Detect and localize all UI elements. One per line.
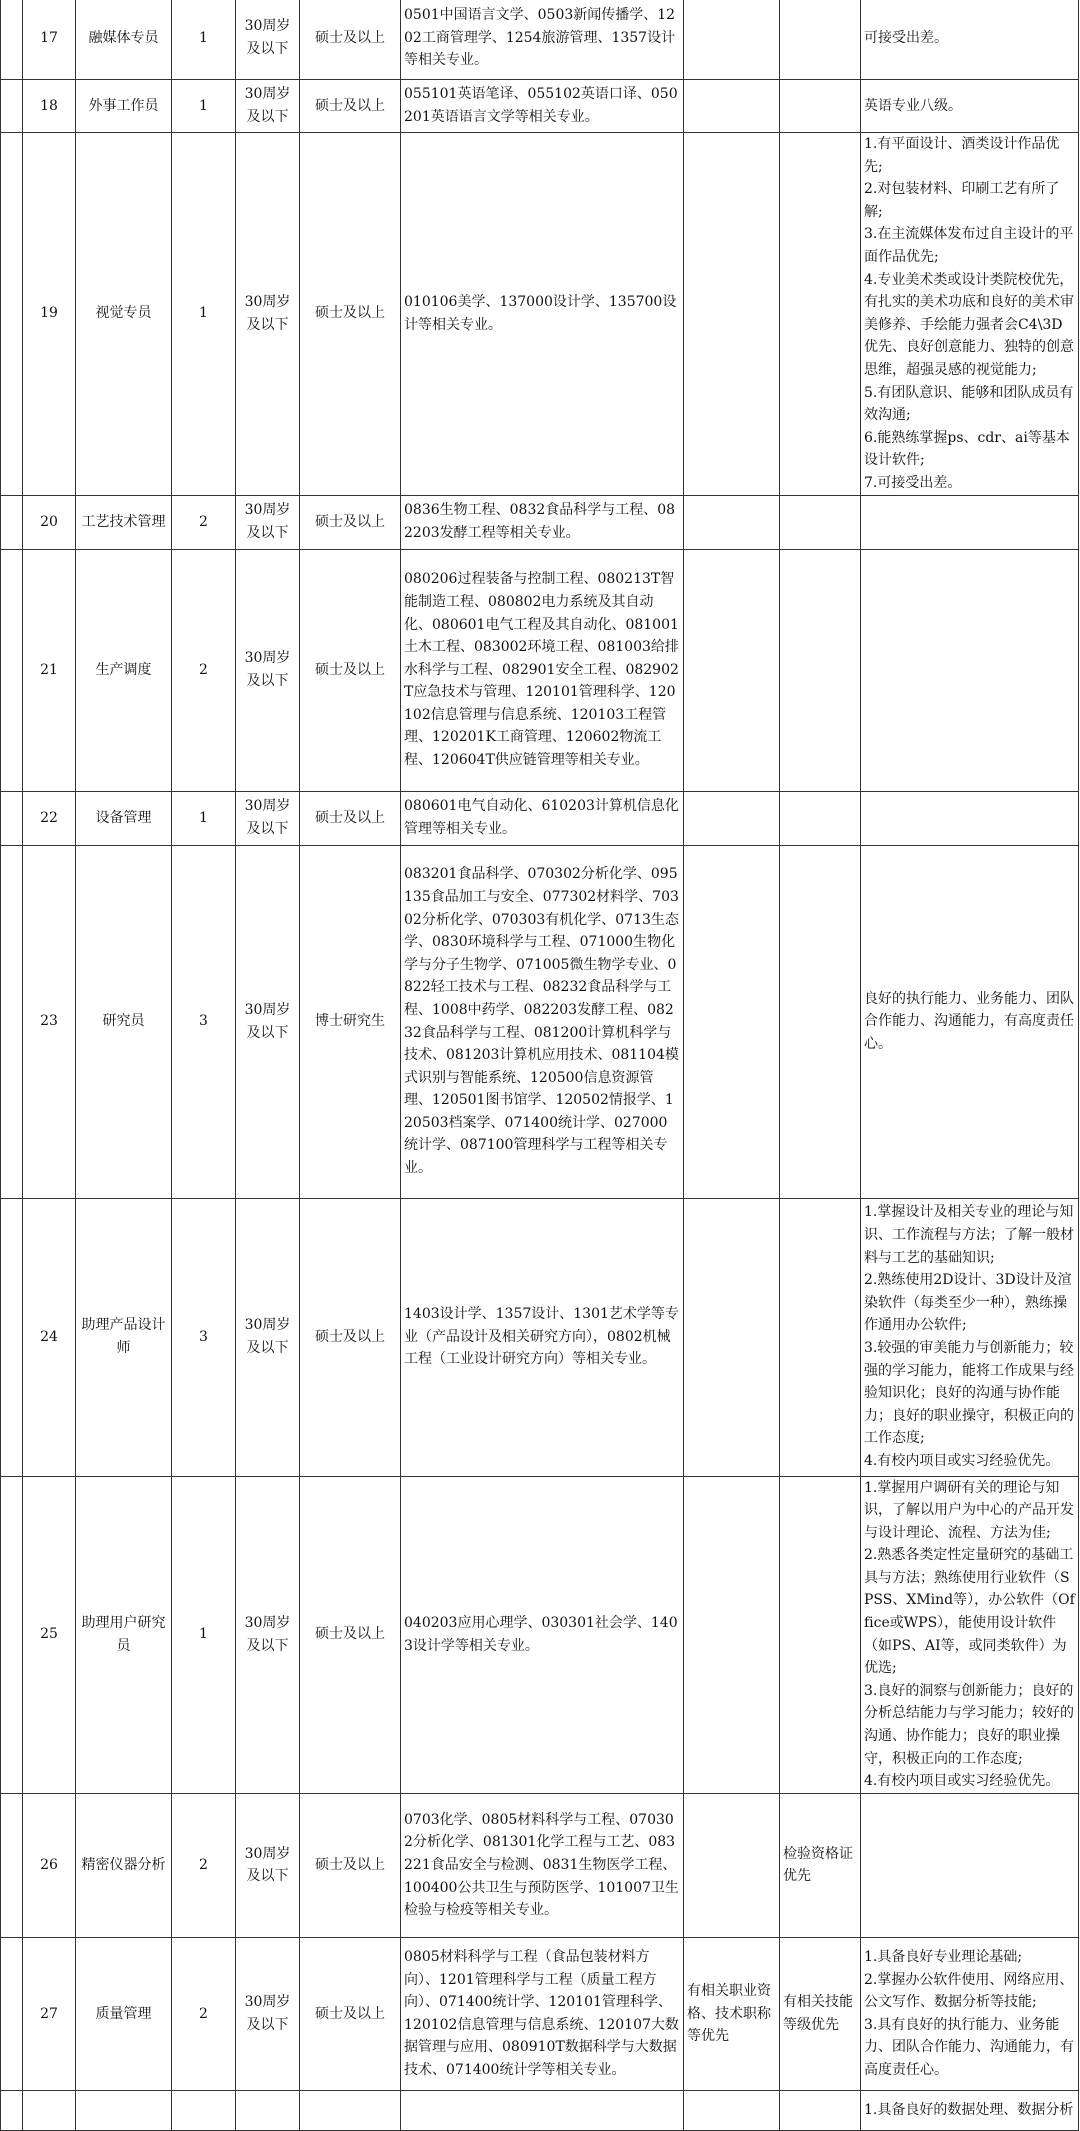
skill-requirement: [780, 495, 861, 549]
skill-requirement: [780, 1476, 861, 1793]
row-number: 22: [23, 791, 76, 845]
age-requirement: 30周岁及以下: [236, 133, 300, 496]
skill-requirement: [780, 2090, 861, 2130]
table-row: [1, 791, 1079, 845]
table-row: [1, 0, 1079, 80]
headcount: 1: [172, 80, 236, 133]
degree-requirement: 硕士及以上: [300, 1793, 401, 1937]
row-number: [23, 2090, 76, 2130]
qualification-requirement: [684, 1476, 780, 1793]
age-requirement: 30周岁及以下: [236, 1937, 300, 2090]
age-requirement: 30周岁及以下: [236, 1793, 300, 1937]
headcount: 2: [172, 549, 236, 791]
table-row: [1, 133, 1079, 496]
skill-requirement: 检验资格证优先: [780, 1793, 861, 1937]
qualification-requirement: [684, 495, 780, 549]
row-number: 21: [23, 549, 76, 791]
degree-requirement: [300, 2090, 401, 2130]
age-requirement: 30周岁及以下: [236, 1198, 300, 1476]
other-requirement: [861, 791, 1079, 845]
major-requirement: 055101英语笔译、055102英语口译、050201英语语言文学等相关专业。: [401, 80, 684, 133]
position-name: 精密仪器分析: [76, 1793, 172, 1937]
headcount: 1: [172, 0, 236, 80]
qualification-requirement: [684, 1793, 780, 1937]
headcount: 3: [172, 1198, 236, 1476]
qualification-requirement: [684, 2090, 780, 2130]
blank-cell: [1, 80, 23, 133]
other-requirement: 1.掌握设计及相关专业的理论与知识、工作流程与方法；了解一般材料与工艺的基础知识; 2.熟练使用2D设计、3D设计及渲染软件（每类至少一种），熟练操作通用办公软件; 3.较强的审美能力与创新能力；较强的学习能力，能将工作成果与经验知识化；良好的沟通与协作能力；良好的职业操守，积极正向的工作态度; 4.有校内项目或实习经验优先。: [861, 1198, 1079, 1476]
age-requirement: 30周岁及以下: [236, 80, 300, 133]
skill-requirement: [780, 845, 861, 1198]
blank-cell: [1, 549, 23, 791]
other-requirement: [861, 1793, 1079, 1937]
headcount: 2: [172, 495, 236, 549]
degree-requirement: 硕士及以上: [300, 1198, 401, 1476]
skill-requirement: [780, 80, 861, 133]
degree-requirement: 博士研究生: [300, 845, 401, 1198]
blank-cell: [1, 1793, 23, 1937]
age-requirement: 30周岁及以下: [236, 791, 300, 845]
position-name: 助理用户研究员: [76, 1476, 172, 1793]
age-requirement: 30周岁及以下: [236, 0, 300, 80]
table-row: [1, 1937, 1079, 2090]
blank-cell: [1, 2090, 23, 2130]
qualification-requirement: [684, 133, 780, 496]
position-name: 研究员: [76, 845, 172, 1198]
position-name: 外事工作员: [76, 80, 172, 133]
qualification-requirement: [684, 549, 780, 791]
major-requirement: [401, 2090, 684, 2130]
age-requirement: 30周岁及以下: [236, 845, 300, 1198]
major-requirement: 0501中国语言文学、0503新闻传播学、1202工商管理学、1254旅游管理、1357设计等相关专业。: [401, 0, 684, 80]
table-row: [1, 495, 1079, 549]
table-row: [1, 1476, 1079, 1793]
qualification-requirement: [684, 1198, 780, 1476]
row-number: 24: [23, 1198, 76, 1476]
row-number: 18: [23, 80, 76, 133]
blank-cell: [1, 1198, 23, 1476]
row-number: 19: [23, 133, 76, 496]
degree-requirement: 硕士及以上: [300, 1937, 401, 2090]
degree-requirement: 硕士及以上: [300, 133, 401, 496]
degree-requirement: 硕士及以上: [300, 0, 401, 80]
degree-requirement: 硕士及以上: [300, 791, 401, 845]
headcount: 1: [172, 1476, 236, 1793]
position-name: [76, 2090, 172, 2130]
headcount: 2: [172, 1937, 236, 2090]
row-number: 17: [23, 0, 76, 80]
degree-requirement: 硕士及以上: [300, 80, 401, 133]
skill-requirement: [780, 791, 861, 845]
headcount: 3: [172, 845, 236, 1198]
table-row: [1, 80, 1079, 133]
position-name: 融媒体专员: [76, 0, 172, 80]
table-row: [1, 1198, 1079, 1476]
position-name: 质量管理: [76, 1937, 172, 2090]
major-requirement: 040203应用心理学、030301社会学、1403设计学等相关专业。: [401, 1476, 684, 1793]
major-requirement: 1403设计学、1357设计、1301艺术学等专业（产品设计及相关研究方向），0802机械工程（工业设计研究方向）等相关专业。: [401, 1198, 684, 1476]
major-requirement: 010106美学、137000设计学、135700设计等相关专业。: [401, 133, 684, 496]
major-requirement: 080601电气自动化、610203计算机信息化管理等相关专业。: [401, 791, 684, 845]
headcount: 1: [172, 791, 236, 845]
row-number: 25: [23, 1476, 76, 1793]
other-requirement: 英语专业八级。: [861, 80, 1079, 133]
blank-cell: [1, 791, 23, 845]
age-requirement: 30周岁及以下: [236, 1476, 300, 1793]
qualification-requirement: [684, 0, 780, 80]
degree-requirement: 硕士及以上: [300, 1476, 401, 1793]
row-number: 27: [23, 1937, 76, 2090]
position-name: 视觉专员: [76, 133, 172, 496]
table-row: [1, 1793, 1079, 1937]
other-requirement: [861, 549, 1079, 791]
headcount: 2: [172, 1793, 236, 1937]
table-row: [1, 845, 1079, 1198]
position-name: 助理产品设计师: [76, 1198, 172, 1476]
row-number: 26: [23, 1793, 76, 1937]
other-requirement: [861, 495, 1079, 549]
row-number: 23: [23, 845, 76, 1198]
major-requirement: 0836生物工程、0832食品科学与工程、082203发酵工程等相关专业。: [401, 495, 684, 549]
skill-requirement: 有相关技能等级优先: [780, 1937, 861, 2090]
qualification-requirement: [684, 791, 780, 845]
table-row: [1, 2090, 1079, 2130]
qualification-requirement: [684, 80, 780, 133]
blank-cell: [1, 0, 23, 80]
blank-cell: [1, 133, 23, 496]
skill-requirement: [780, 0, 861, 80]
major-requirement: 0703化学、0805材料科学与工程、070302分析化学、081301化学工程与工艺、083221食品安全与检测、0831生物医学工程、100400公共卫生与预防医学、101007卫生检验与检疫等相关专业。: [401, 1793, 684, 1937]
qualification-requirement: [684, 845, 780, 1198]
blank-cell: [1, 1476, 23, 1793]
position-name: 设备管理: [76, 791, 172, 845]
degree-requirement: 硕士及以上: [300, 495, 401, 549]
skill-requirement: [780, 549, 861, 791]
qualification-requirement: 有相关职业资格、技术职称等优先: [684, 1937, 780, 2090]
major-requirement: 0805材料科学与工程（食品包装材料方向）、1201管理科学与工程（质量工程方向）、071400统计学、120101管理科学、120102信息管理与信息系统、120107大数据管理与应用、080910T数据科学与大数据技术、071400统计学等相关专业。: [401, 1937, 684, 2090]
blank-cell: [1, 1937, 23, 2090]
other-requirement: 1.掌握用户调研有关的理论与知识，了解以用户为中心的产品开发与设计理论、流程、方法为佳; 2.熟悉各类定性定量研究的基础工具与方法；熟练使用行业软件（SPSS、XMind等），办公软件（Office或WPS），能使用设计软件（如PS、AI等，或同类软件）为优选; 3.良好的洞察与创新能力；良好的分析总结能力与学习能力；较好的沟通、协作能力；良好的职业操守，积极正向的工作态度; 4.有校内项目或实习经验优先。: [861, 1476, 1079, 1793]
age-requirement: [236, 2090, 300, 2130]
blank-cell: [1, 495, 23, 549]
major-requirement: 080206过程装备与控制工程、080213T智能制造工程、080802电力系统及其自动化、080601电气工程及其自动化、081001土木工程、083002环境工程、081003给排水科学与工程、082901安全工程、082902T应急技术与管理、120101管理科学、120102信息管理与信息系统、120103工程管理、120201K工商管理、120602物流工程、120604T供应链管理等相关专业。: [401, 549, 684, 791]
headcount: 1: [172, 133, 236, 496]
blank-cell: [1, 845, 23, 1198]
degree-requirement: 硕士及以上: [300, 549, 401, 791]
headcount: [172, 2090, 236, 2130]
age-requirement: 30周岁及以下: [236, 549, 300, 791]
major-requirement: 083201食品科学、070302分析化学、095135食品加工与安全、077302材料学、70302分析化学、070303有机化学、0713生态学、0830环境科学与工程、071000生物化学与分子生物学、071005微生物学专业、0822轻工技术与工程、08232食品科学与工程、1008中药学、082203发酵工程、08232食品科学与工程、081200计算机科学与技术、081203计算机应用技术、081104模式识别与智能系统、120500信息资源管理、120501图书馆学、120502情报学、120503档案学、071400统计学、027000统计学、087100管理科学与工程等相关专业。: [401, 845, 684, 1198]
age-requirement: 30周岁及以下: [236, 495, 300, 549]
other-requirement: 1.有平面设计、酒类设计作品优先; 2.对包装材料、印刷工艺有所了解; 3.在主流媒体发布过自主设计的平面作品优先; 4.专业美术类或设计类院校优先，有扎实的美术功底和良好的美术审美修养、手绘能力强者会C4\3D优先、良好创意能力、独特的创意思维，超强灵感的视觉能力; 5.有团队意识、能够和团队成员有效沟通; 6.能熟练掌握ps、cdr、ai等基本设计软件; 7.可接受出差。: [861, 133, 1079, 496]
position-name: 工艺技术管理: [76, 495, 172, 549]
skill-requirement: [780, 133, 861, 496]
other-requirement: 良好的执行能力、业务能力、团队合作能力、沟通能力，有高度责任心。: [861, 845, 1079, 1198]
other-requirement: 可接受出差。: [861, 0, 1079, 80]
table-row: [1, 549, 1079, 791]
row-number: 20: [23, 495, 76, 549]
position-name: 生产调度: [76, 549, 172, 791]
skill-requirement: [780, 1198, 861, 1476]
other-requirement: 1.具备良好专业理论基础; 2.掌握办公软件使用、网络应用、公文写作、数据分析等技能; 3.具有良好的执行能力、业务能力、团队合作能力、沟通能力，有高度责任心。: [861, 1937, 1079, 2090]
other-requirement: 1.具备良好的数据处理、数据分析: [861, 2090, 1079, 2130]
